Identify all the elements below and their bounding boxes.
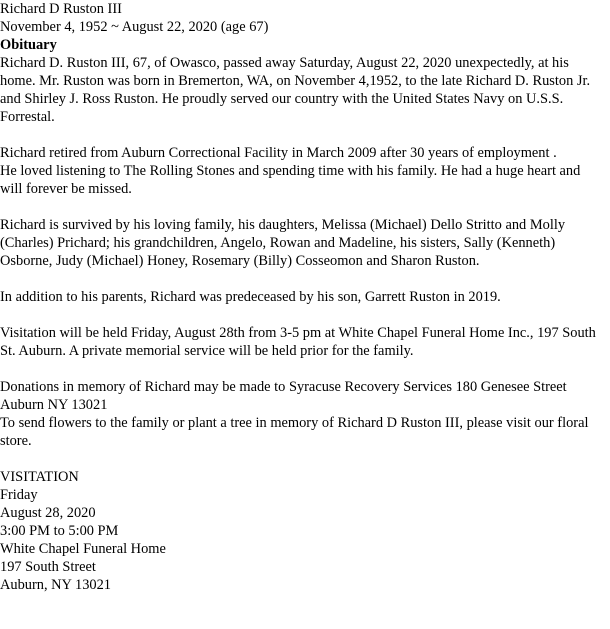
visitation-city: Auburn, NY 13021 [0,577,111,593]
visitation-block [0,468,604,594]
paragraph-gap [0,360,604,378]
visitation-heading: VISITATION [0,469,79,485]
paragraph-gap [0,270,604,288]
paragraph-visitation: Visitation will be held Friday, August 28th from 3-5 pm at White Chapel Funeral Home Inc., 197 South St. Auburn. A private memorial service will be held prior for the family. [0,325,596,359]
visitation-day: Friday [0,487,38,503]
paragraph-gap [0,306,604,324]
visitation-date: August 28, 2020 [0,505,96,521]
paragraph-biography: Richard D. Ruston III, 67, of Owasco, passed away Saturday, August 22, 2020 unexpectedly, at his home. Mr. Ruston was born in Bremerton, WA, on November 4,1952, to the late Richard D. Ruston Jr. and Shirley J. Ross Ruston. He proudly served our country with the United States Navy on U.S.S. Forrestal. [0,55,591,125]
paragraph-gap [0,198,604,216]
paragraph-interests: He loved listening to The Rolling Stones and spending time with his family. He had a huge heart and will forever be missed. [0,163,581,197]
paragraph-predeceased: In addition to his parents, Richard was predeceased by his son, Garrett Ruston in 2019. [0,289,501,305]
paragraph-survivors: Richard is survived by his loving family, his daughters, Melissa (Michael) Dello Stritto and Molly (Charles) Prichard; his grandchildren, Angelo, Rowan and Madeline, his sisters, Sally (Kenneth) Osborne, Judy (Michael) Honey, Rosemary (Billy) Cosseomon and Sharon Ruston. [0,217,566,269]
life-dates: November 4, 1952 ~ August 22, 2020 (age 67) [0,19,269,35]
paragraph-gap [0,450,604,468]
obituary-heading: Obituary [0,37,57,53]
paragraph-gap [0,126,604,144]
paragraph-donations: Donations in memory of Richard may be made to Syracuse Recovery Services 180 Genesee Street Auburn NY 13021 [0,379,567,413]
paragraph-retirement: Richard retired from Auburn Correctional Facility in March 2009 after 30 years of employment . [0,145,557,161]
deceased-name: Richard D Ruston III [0,1,122,17]
visitation-venue: White Chapel Funeral Home [0,541,166,557]
paragraph-flowers: To send flowers to the family or plant a tree in memory of Richard D Ruston III, please visit our floral store. [0,415,589,449]
visitation-time: 3:00 PM to 5:00 PM [0,523,119,539]
visitation-street: 197 South Street [0,559,96,575]
